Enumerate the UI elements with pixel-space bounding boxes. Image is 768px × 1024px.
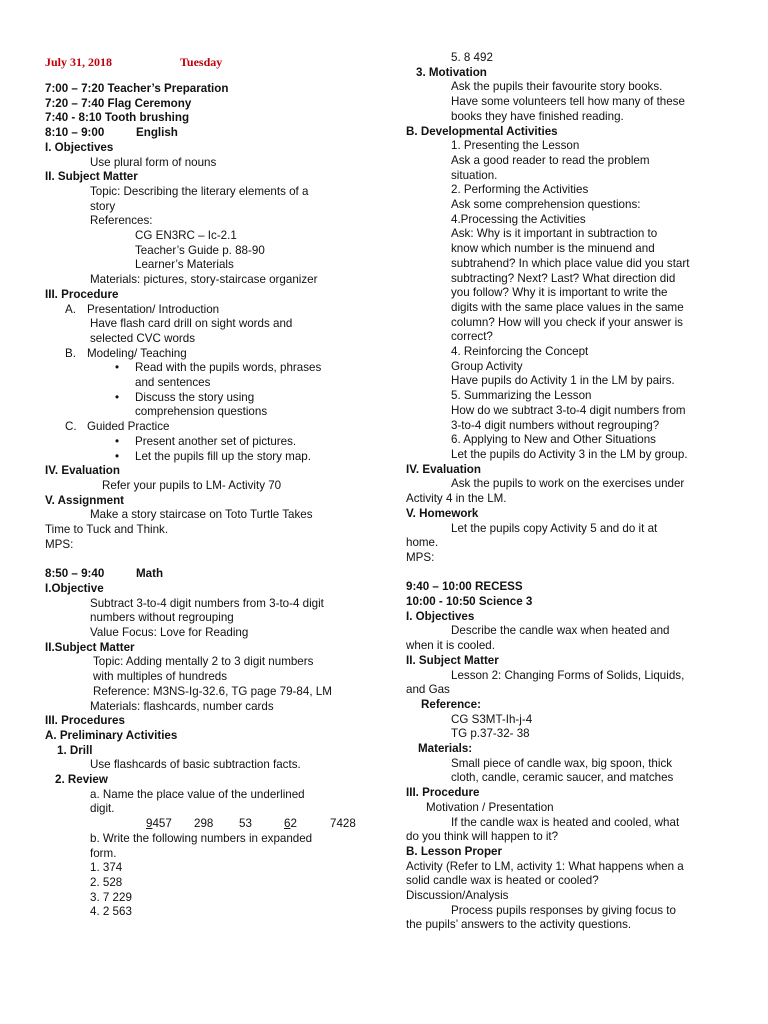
subsection-heading: 2. Performing the Activities [451,183,589,197]
section-heading: III. Procedure [406,786,480,800]
list-item: 1. 374 [90,861,123,875]
body-text: the pupils’ answers to the activity questions. [406,918,632,932]
body-text: solid candle wax is heated or cooled? [406,874,599,888]
section-heading: V. Homework [406,506,479,520]
topic-text: with multiples of hundreds [93,670,228,684]
reference-item: TG p.37-32- 38 [451,727,530,741]
step-label: C. [65,420,77,434]
number-item: 7428 [330,817,356,831]
objective-text: Use plural form of nouns [90,155,217,169]
right-column [406,51,751,933]
bullet-item: • Present another set of pictures. [115,434,297,448]
body-text: Activity 4 in the LM. [406,492,507,506]
procedure-step [45,303,390,318]
step-text: selected CVC words [90,331,196,345]
body-text: Ask the pupils to work on the exercises under [451,477,685,491]
evaluation-text: Refer your pupils to LM- Activity 70 [102,478,282,492]
section-heading: II. Subject Matter [45,170,138,184]
list-item: 2. 528 [90,875,123,889]
subsection-heading: 6. Applying to New and Other Situations [451,433,656,447]
step-title: Presentation/ Introduction [87,302,220,316]
step-label: A. [65,302,76,316]
subsection-heading: B. Lesson Proper [406,844,502,858]
subsection-heading: 1. Presenting the Lesson [451,139,580,153]
section-heading: V. Assignment [45,493,125,507]
step-label: B. [65,346,76,360]
body-text: Let the pupils copy Activity 5 and do it at [451,521,658,535]
body-text: How do we subtract 3-to-4 digit numbers from [451,403,686,417]
day-text: Tuesday [180,55,223,69]
number-item: 298 [194,817,214,831]
number-item: 62 [284,817,297,831]
english-header [45,126,390,141]
subsection-heading: 2. Review [55,773,108,787]
step-title: Modeling/ Teaching [87,346,187,360]
step-text: Have flash card drill on sight words and [90,317,293,331]
schedule-item: 7:20 – 7:40 Flag Ceremony [45,96,192,110]
body-text: correct? [451,330,493,344]
english-time: 8:10 – 9:00 [45,126,105,140]
body-text: Activity (Refer to LM, activity 1: What happens when a [406,859,684,873]
objective-text: Describe the candle wax when heated and [451,624,670,638]
materials-text: cloth, candle, ceramic saucer, and matches [451,771,674,785]
reference-label: Reference: [421,697,481,711]
subsection-heading: A. Preliminary Activities [45,728,178,742]
body-text: Ask the pupils their favourite story books. [451,80,663,94]
procedure-step [45,347,390,362]
objective-text: numbers without regrouping [90,611,234,625]
date-text: July 31, 2018 [45,55,113,69]
bullet-continuation: and sentences [135,376,211,390]
body-text: Process pupils responses by giving focus to [451,903,676,917]
bullet-icon: • [115,449,120,463]
bullet-item: • Let the pupils fill up the story map. [115,449,311,463]
body-text: Ask some comprehension questions: [451,198,641,212]
value-focus: Value Focus: Love for Reading [90,626,249,639]
review-text: digit. [90,802,115,816]
section-heading: I. Objectives [406,609,475,623]
body-text: situation. [451,168,498,182]
topic-text: Topic: Adding mentally 2 to 3 digit numbers [93,655,314,669]
lesson-text: Lesson 2: Changing Forms of Solids, Liquids, [451,668,685,682]
body-text: Have pupils do Activity 1 in the LM by pairs. [451,374,675,388]
math-time: 8:50 – 9:40 [45,567,105,581]
bullet-item: • Discuss the story using [115,390,255,404]
assignment-text: Time to Tuck and Think. [45,523,169,537]
bullet-continuation: comprehension questions [135,405,268,419]
subsection-heading: Motivation / Presentation [426,800,554,814]
reference-item: CG S3MT-Ih-j-4 [451,712,533,726]
section-heading: II. Subject Matter [406,653,499,667]
bullet-icon: • [115,434,120,448]
step-title: Guided Practice [87,420,170,434]
section-heading: B. Developmental Activities [406,124,558,138]
reference-item: Teacher’s Guide p. 88-90 [135,243,265,257]
review-text: b. Write the following numbers in expanded [90,831,313,845]
number-item: 53 [239,817,252,831]
review-text: form. [90,846,117,860]
body-text: books they have finished reading. [451,109,624,123]
materials-text: Small piece of candle wax, big spoon, thick [451,756,673,770]
reference-item: Learner’s Materials [135,258,234,272]
materials-text: Materials: flashcards, number cards [90,699,274,713]
body-text: Group Activity [451,359,523,373]
recess-header: 9:40 – 10:00 RECESS [406,580,523,594]
list-item: 3. 7 229 [90,890,132,904]
subsection-heading: 4. Reinforcing the Concept [451,345,589,359]
english-subject: English [136,126,178,140]
number-row [45,817,390,832]
body-text: do you think will happen to it? [406,830,559,844]
list-item: 5. 8 492 [451,51,493,64]
drill-text: Use flashcards of basic subtraction facts. [90,758,301,772]
topic-text: Topic: Describing the literary elements of a [90,184,309,198]
section-heading: I. Objectives [45,140,114,154]
body-text: If the candle wax is heated and cooled, what [451,815,680,829]
review-text: a. Name the place value of the underlined [90,787,305,801]
left-column [45,51,390,920]
materials-label: Materials: [418,742,473,756]
subsection-heading: 5. Summarizing the Lesson [451,389,592,403]
body-text: column? How will you check if your answer is [451,315,683,329]
section-heading: II.Subject Matter [45,640,135,654]
reference-item: CG EN3RC – Ic-2.1 [135,229,237,243]
reference-text: Reference: M3NS-Ig-32.6, TG page 79-84, LM [93,684,332,698]
body-text: Ask a good reader to read the problem [451,153,650,167]
lesson-text: and Gas [406,683,450,697]
section-heading: IV. Evaluation [45,464,120,478]
section-heading: III. Procedure [45,287,119,301]
procedure-step [45,420,390,435]
number-item: 9457 [146,817,172,831]
body-text: subtracting? Next? Last? What direction did [451,271,676,285]
subsection-heading: 3. Motivation [416,65,487,79]
body-text: Ask: Why is it important in subtraction to [451,227,658,241]
body-text: 3-to-4 digit numbers without regrouping? [451,418,660,432]
list-item: 4. 2 563 [90,905,132,919]
references-label: References: [90,214,153,228]
mps-label: MPS: [406,550,435,564]
subsection-heading: 4.Processing the Activities [451,212,586,226]
body-text: home. [406,536,439,550]
assignment-text: Make a story staircase on Toto Turtle Takes [90,508,313,522]
date-header [45,55,390,70]
math-header [45,567,390,582]
body-text: know which number is the minuend and [451,242,655,256]
body-text: you follow? Why it is important to write the [451,286,668,300]
section-heading: IV. Evaluation [406,462,481,476]
objective-text: when it is cooled. [406,639,495,653]
schedule-item: 7:40 - 8:10 Tooth brushing [45,111,190,125]
bullet-icon: • [115,390,120,404]
math-subject: Math [136,567,164,581]
subsection-heading: 1. Drill [57,743,93,757]
mps-label: MPS: [45,537,74,551]
bullet-icon: • [115,361,120,375]
section-heading: III. Procedures [45,714,125,728]
body-text: digits with the same place values in the same [451,300,684,314]
body-text: Have some volunteers tell how many of these [451,95,685,109]
subsection-heading: Discussion/Analysis [406,889,509,903]
science-header: 10:00 - 10:50 Science 3 [406,595,533,608]
body-text: Let the pupils do Activity 3 in the LM by group. [451,447,688,461]
topic-text: story [90,199,116,213]
materials-text: Materials: pictures, story-staircase organizer [90,273,318,287]
schedule-item: 7:00 – 7:20 Teacher’s Preparation [45,82,229,95]
section-heading: I.Objective [45,581,104,595]
body-text: subtrahend? In which place value did you start [451,256,690,270]
bullet-item: • Read with the pupils words, phrases [115,361,322,375]
objective-text: Subtract 3-to-4 digit numbers from 3-to-4 digit [90,596,324,610]
